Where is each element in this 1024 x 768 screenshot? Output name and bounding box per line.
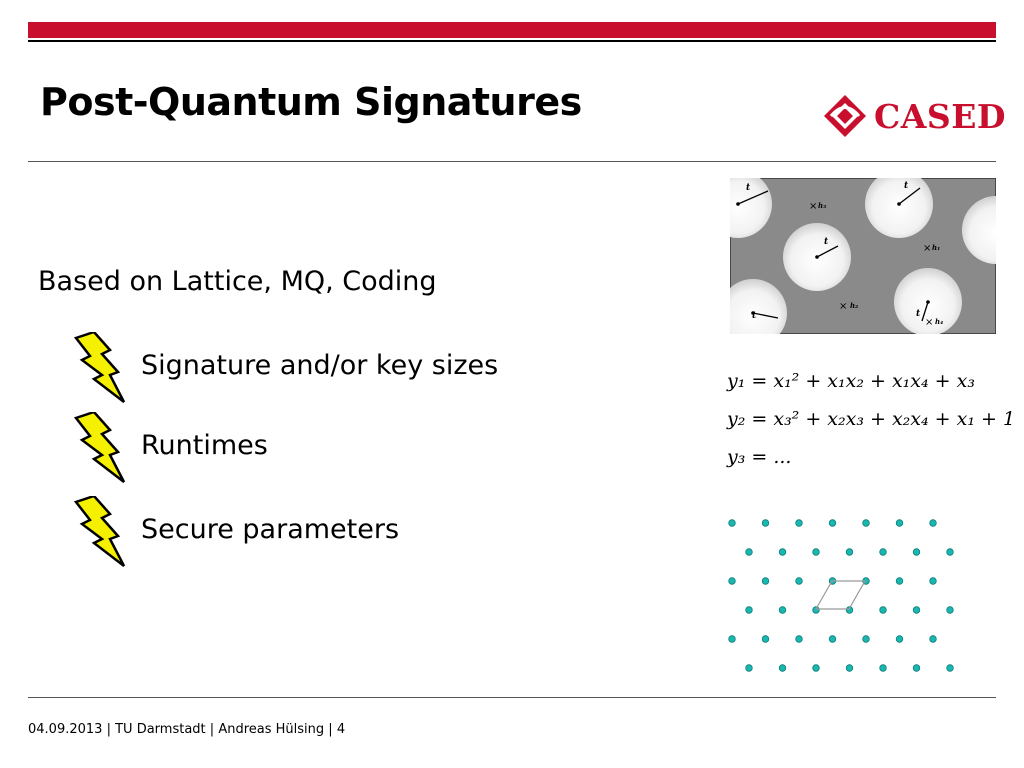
lattice-point — [746, 665, 753, 672]
lattice-dots-figure — [720, 512, 970, 677]
figure-label: h₂ — [850, 301, 859, 310]
figure-label: t — [904, 181, 909, 191]
lattice-point — [930, 636, 937, 643]
lattice-point — [829, 520, 836, 527]
lattice-point — [880, 665, 887, 672]
top-rule — [28, 40, 996, 42]
equation-line: y₂ = x₃² + x₂x₃ + x₂x₄ + x₁ + 1 — [727, 408, 1016, 430]
footer-page-number: 4 — [336, 722, 346, 737]
title-divider — [28, 161, 996, 162]
footer-separator: | — [209, 722, 215, 737]
footer-separator: | — [328, 722, 333, 737]
lattice-point — [913, 607, 920, 614]
figure-label: h₃ — [818, 201, 827, 210]
lattice-point — [729, 520, 736, 527]
cased-logo — [822, 92, 1006, 140]
logo-text: CASED — [874, 96, 1006, 136]
lattice-point — [796, 578, 803, 585]
lattice-point — [729, 578, 736, 585]
footer-author: Andreas Hülsing — [218, 722, 325, 737]
lattice-point — [896, 578, 903, 585]
lightning-bolt-icon — [72, 496, 128, 568]
lattice-point — [829, 636, 836, 643]
lattice-point — [880, 549, 887, 556]
footer-divider — [28, 697, 996, 698]
intro-text: Based on Lattice, MQ, Coding — [38, 266, 437, 297]
figure-label: h₄ — [935, 317, 944, 326]
cased-logo-mark-icon — [822, 93, 868, 139]
svg-text:×: × — [925, 317, 934, 328]
lattice-point — [913, 549, 920, 556]
figure-label: h₁ — [932, 243, 941, 252]
bullet-item — [72, 332, 572, 404]
lattice-point — [813, 665, 820, 672]
bullet-item — [72, 412, 572, 484]
lattice-point — [846, 665, 853, 672]
bullet-label: Runtimes — [141, 430, 268, 461]
lattice-point — [947, 665, 954, 672]
lattice-point — [813, 607, 820, 614]
lattice-point — [813, 549, 820, 556]
lattice-point — [762, 636, 769, 643]
mq-equations — [727, 370, 1015, 484]
bullet-label: Secure parameters — [141, 514, 400, 545]
lattice-point — [796, 636, 803, 643]
lattice-point — [896, 636, 903, 643]
lattice-point — [729, 636, 736, 643]
lattice-balls-figure — [730, 178, 996, 334]
svg-text:×: × — [839, 301, 848, 312]
top-red-bar — [28, 22, 996, 38]
lattice-point — [846, 549, 853, 556]
lattice-point — [880, 607, 887, 614]
lattice-point — [896, 520, 903, 527]
lattice-point — [796, 520, 803, 527]
slide-title: Post-Quantum Signatures — [40, 80, 582, 124]
lightning-bolt-icon — [72, 332, 128, 404]
lattice-point — [746, 549, 753, 556]
bullet-item — [72, 496, 572, 568]
equation-line: y₁ = x₁² + x₁x₂ + x₁x₄ + x₃ — [727, 370, 975, 392]
figure-label: t — [916, 309, 921, 319]
figure-label: t — [752, 311, 757, 321]
svg-text:×: × — [923, 243, 932, 254]
bullet-label: Signature and/or key sizes — [141, 350, 499, 381]
lattice-point — [779, 607, 786, 614]
svg-text:×: × — [809, 201, 818, 212]
slide-footer — [28, 722, 345, 737]
equation-line: y₃ = ... — [727, 446, 792, 468]
footer-date: 04.09.2013 — [28, 722, 103, 737]
lattice-point — [947, 607, 954, 614]
lattice-point — [762, 578, 769, 585]
lattice-point — [930, 578, 937, 585]
footer-separator: | — [106, 722, 111, 737]
lattice-point — [863, 520, 870, 527]
lattice-point — [779, 665, 786, 672]
lattice-point — [779, 549, 786, 556]
footer-institution: TU Darmstadt — [115, 722, 206, 737]
lattice-point — [930, 520, 937, 527]
figure-label: t — [824, 237, 829, 247]
lattice-point — [913, 665, 920, 672]
lattice-point — [863, 636, 870, 643]
lightning-bolt-icon — [72, 412, 128, 484]
figure-label: t — [746, 183, 751, 193]
lattice-point — [746, 607, 753, 614]
lattice-point — [762, 520, 769, 527]
lattice-point — [947, 549, 954, 556]
